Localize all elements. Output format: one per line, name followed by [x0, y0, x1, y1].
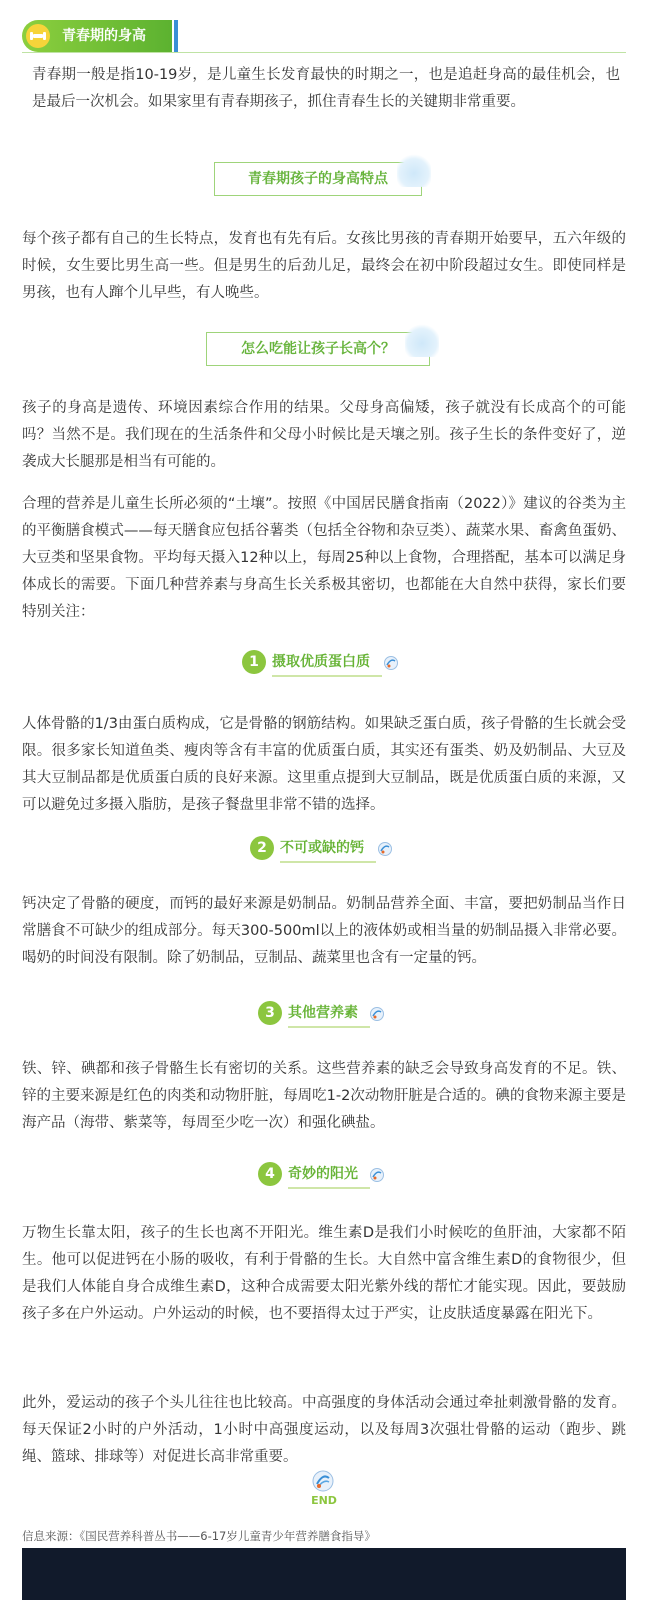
logo-mark-icon — [370, 1007, 384, 1021]
end-label: END — [311, 1494, 337, 1507]
item-heading-sunlight — [258, 1160, 398, 1190]
traits-paragraph: 每个孩子都有自己的生长特点，发育也有先有后。女孩比男孩的青春期开始要早，五六年级的时候，女生要比男生高一些。但是男生的后劲儿足，最终会在初中阶段超过女生。即使同样是男孩，也有人蹿个儿早些，有人晚些。 — [22, 231, 626, 301]
exercise-paragraph: 此外，爱运动的孩子个头儿往往也比较高。中高强度的身体活动会通过牵扯刺激骨骼的发育。每天保证2小时的户外活动，1小时中高强度运动，以及每周3次强壮骨骼的运动（跑步、跳绳、篮球、排球等）对促进长高非常重要。 — [22, 1395, 626, 1465]
intro-paragraph: 青春期一般是指10-19岁，是儿童生长发育最快的时期之一，也是追赶身高的最佳机会，也是最后一次机会。如果家里有青春期孩子，抓住青春生长的关键期非常重要。 — [32, 67, 620, 110]
item-title: 其他营养素 — [288, 1005, 358, 1021]
section-title-bar — [22, 20, 172, 52]
genetics-paragraph: 孩子的身高是遗传、环境因素综合作用的结果。父母身高偏矮，孩子就没有长成高个的可能吗？当然不是。我们现在的生活条件和父母小时候比是天壤之别。孩子生长的条件变好了，逆袭成大长腿那是相当有可能的。 — [22, 400, 626, 470]
decor-corner — [405, 323, 439, 357]
subheading-text: 怎么吃能让孩子长高个？ — [241, 341, 395, 357]
calcium-paragraph: 钙决定了骨骼的硬度，而钙的最好来源是奶制品。奶制品营养全面、丰富，要把奶制品当作日常膳食不可缺少的组成部分。每天300-500ml以上的液体奶或相当量的奶制品摄入非常必要。喝奶的时间没有限制。除了奶制品，豆制品、蔬菜里也含有一定量的钙。 — [22, 896, 626, 966]
logo-mark-icon — [384, 656, 398, 670]
protein-paragraph: 人体骨骼的1/3由蛋白质构成，它是骨骼的钢筋结构。如果缺乏蛋白质，孩子骨骼的生长就会受限。很多家长知道鱼类、瘦肉等含有丰富的优质蛋白质，其实还有蛋类、奶及奶制品、大豆及其大豆制品都是优质蛋白质的良好来源。这里重点提到大豆制品，既是优质蛋白质的来源，又可以避免过多摄入脂肪，是孩子餐盘里非常不错的选择。 — [22, 716, 626, 813]
section-title: 青春期的身高 — [62, 28, 146, 44]
title-underline — [22, 52, 626, 53]
number-badge: 3 — [258, 1001, 282, 1025]
sunlight-paragraph: 万物生长靠太阳，孩子的生长也离不开阳光。维生素D是我们小时候吃的鱼肝油，大家都不陌生。他可以促进钙在小肠的吸收，有利于骨骼的生长。大自然中富含维生素D的食物很少，但是我们人体能自身合成维生素D，这种合成需要太阳光紫外线的帮忙才能实现。因此，要鼓励孩子多在户外运动。户外运动的时候，也不要捂得太过于严实，让皮肤适度暴露在阳光下。 — [22, 1225, 626, 1322]
title-underline — [280, 861, 376, 863]
logo-mark-icon — [378, 842, 392, 856]
subheading-eat-to-grow — [206, 332, 430, 366]
end-logo-icon — [312, 1470, 334, 1492]
decor-corner — [397, 153, 431, 187]
number-badge: 1 — [242, 650, 266, 674]
number-badge: 4 — [258, 1162, 282, 1186]
source-citation: 信息来源：《国民营养科普丛书——6-17岁儿童青少年营养膳食指导》 — [22, 1529, 376, 1543]
subheading-text: 青春期孩子的身高特点 — [248, 171, 388, 187]
item-title: 奇妙的阳光 — [288, 1166, 358, 1182]
item-title: 不可或缺的钙 — [280, 840, 364, 856]
item-heading-nutrients — [258, 999, 398, 1029]
title-underline — [272, 675, 382, 677]
logo-mark-icon — [370, 1168, 384, 1182]
footer-banner — [22, 1548, 626, 1600]
item-heading-protein — [242, 648, 412, 678]
dumbbell-icon — [26, 24, 50, 48]
item-heading-calcium — [250, 834, 410, 864]
subheading-height-traits — [214, 162, 422, 196]
number-badge: 2 — [250, 836, 274, 860]
title-underline — [288, 1026, 370, 1028]
item-title: 摄取优质蛋白质 — [272, 654, 370, 670]
title-underline — [288, 1187, 370, 1189]
nutrients-paragraph: 铁、锌、碘都和孩子骨骼生长有密切的关系。这些营养素的缺乏会导致身高发育的不足。铁、锌的主要来源是红色的肉类和动物肝脏，每周吃1-2次动物肝脏是合适的。碘的食物来源主要是海产品（海带、紫菜等，每周至少吃一次）和强化碘盐。 — [22, 1061, 626, 1131]
nutrition-paragraph: 合理的营养是儿童生长所必须的“土壤”。按照《中国居民膳食指南（2022）》建议的谷类为主的平衡膳食模式——每天膳食应包括谷薯类（包括全谷物和杂豆类）、蔬菜水果、畜禽鱼蛋奶、大豆类和坚果食物。平均每天摄入12种以上，每周25种以上食物，合理搭配，基本可以满足身体成长的需要。下面几种营养素与身高生长关系极其密切，也都能在大自然中获得，家长们要特别关注： — [22, 496, 626, 620]
